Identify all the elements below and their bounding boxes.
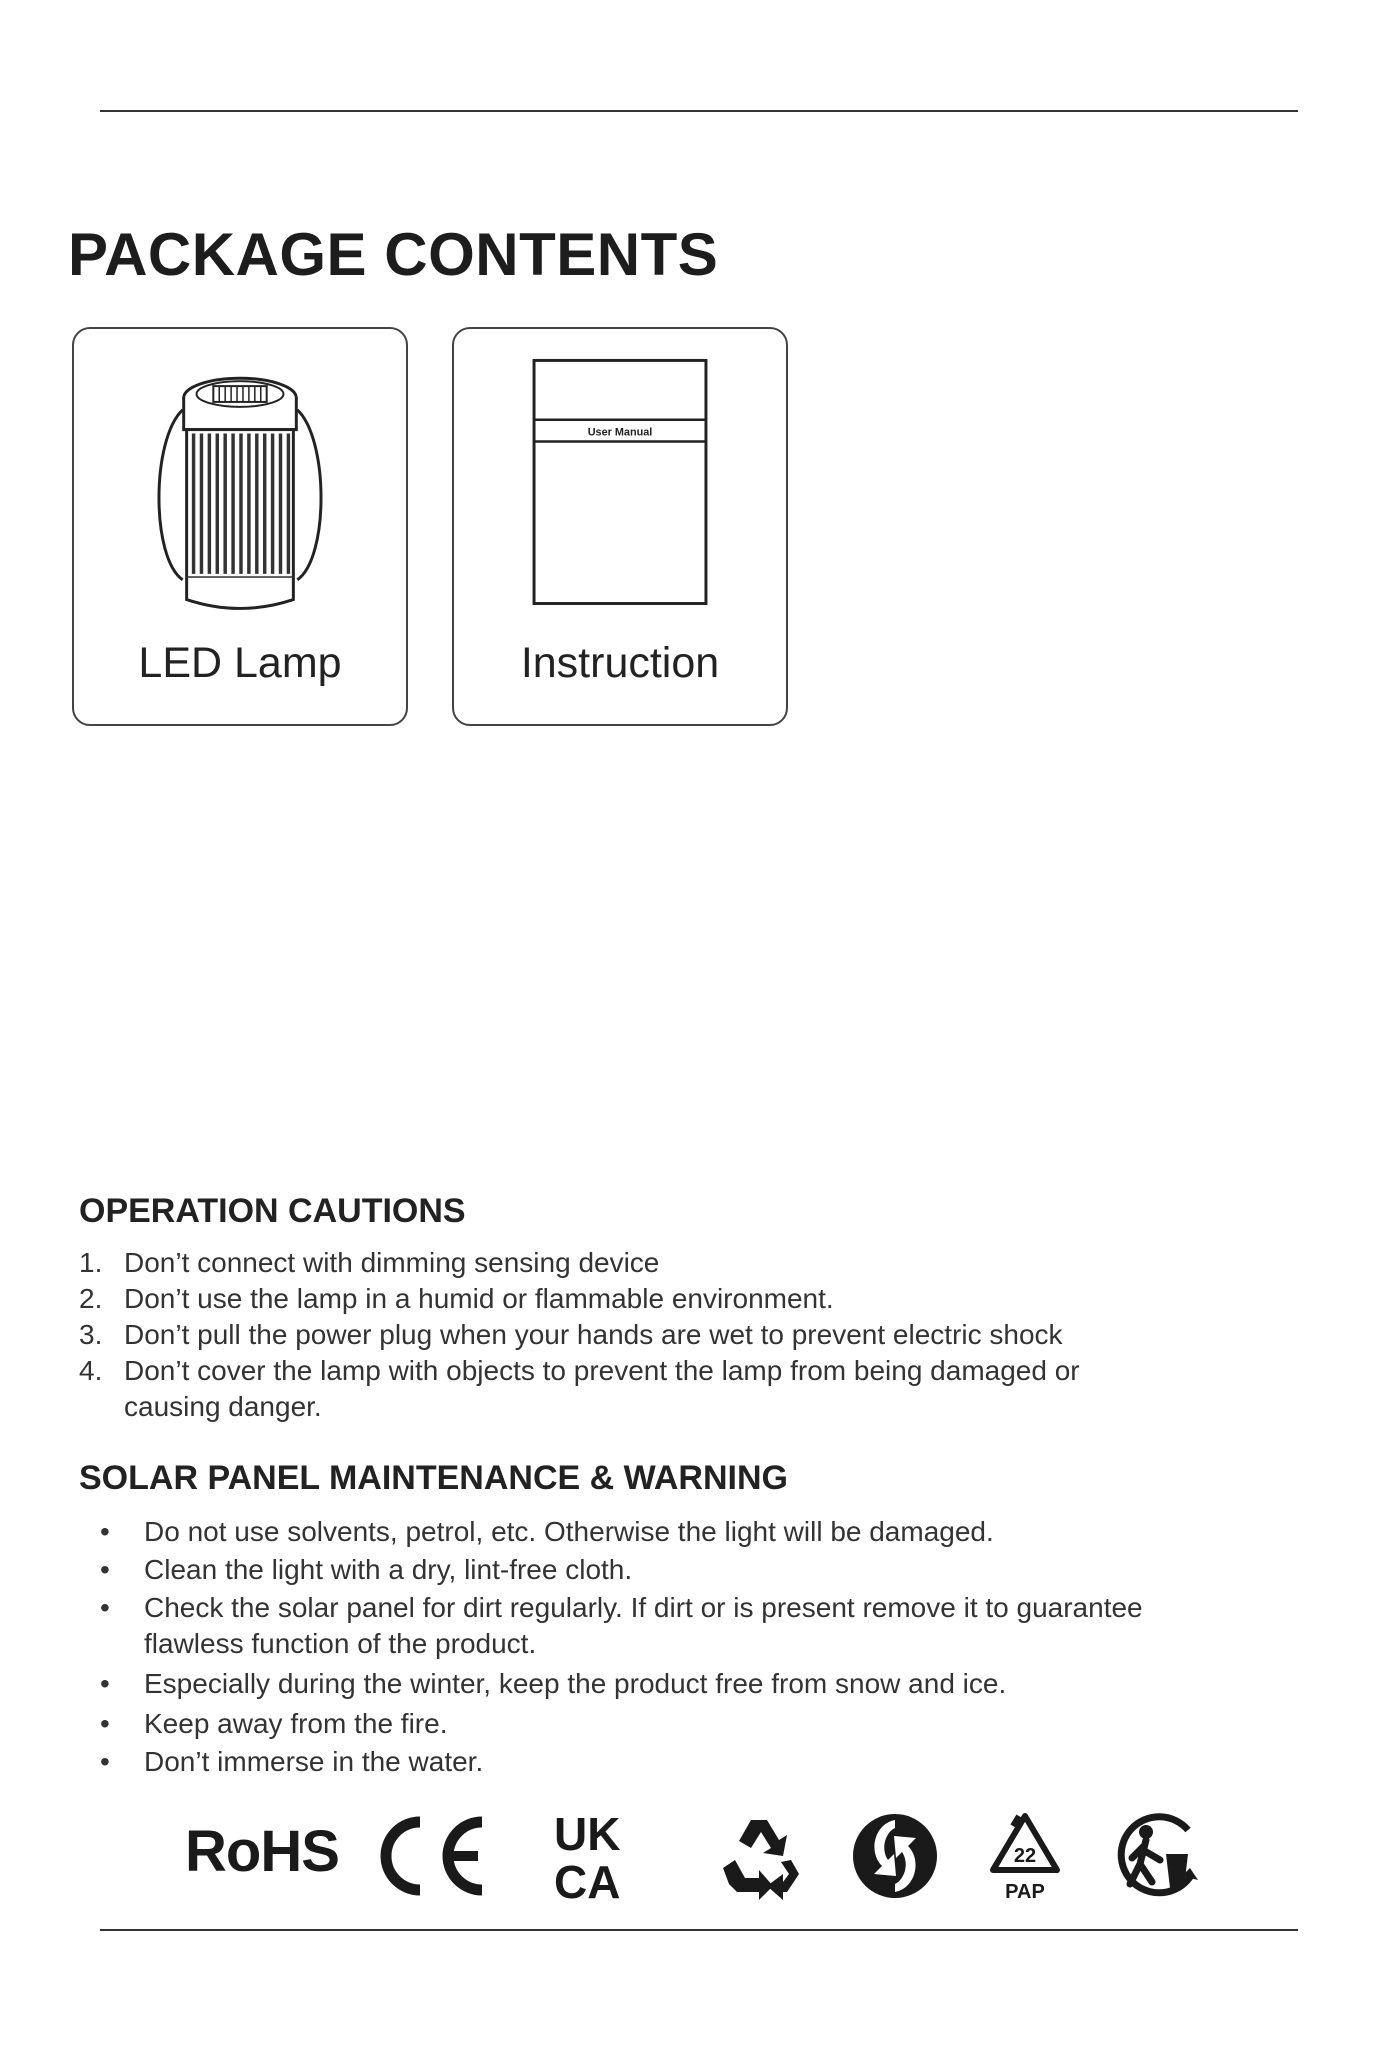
- caution-item: 2. Don’t use the lamp in a humid or flammable environment.: [79, 1283, 834, 1314]
- bottom-divider: [100, 1929, 1298, 1931]
- rohs-mark: RoHS: [185, 1819, 339, 1884]
- operation-cautions-title: OPERATION CAUTIONS: [79, 1192, 466, 1230]
- ukca-mark-icon: [550, 1808, 640, 1903]
- svg-text:UK: UK: [554, 1808, 621, 1860]
- solar-item: • Clean the light with a dry, lint-free cloth.: [100, 1554, 633, 1585]
- top-divider: [100, 110, 1298, 112]
- instruction-label: Instruction: [520, 639, 720, 687]
- solar-panel-title: SOLAR PANEL MAINTENANCE & WARNING: [79, 1459, 788, 1497]
- svg-text:CA: CA: [554, 1856, 621, 1903]
- led-lamp-card: [72, 327, 408, 726]
- tidyman-icon: [1110, 1808, 1205, 1903]
- led-lamp-icon: [74, 329, 406, 629]
- solar-item: • Don’t immerse in the water.: [100, 1746, 484, 1777]
- caution-item: 1. Don’t connect with dimming sensing device: [79, 1247, 660, 1278]
- operation-cautions-list: [79, 1245, 1179, 1425]
- svg-text:PAP: PAP: [1005, 1881, 1045, 1903]
- caution-item: 4. Don’t cover the lamp with objects to prevent the lamp from being damaged or causing danger.: [79, 1355, 1080, 1422]
- ce-mark-icon: [370, 1808, 490, 1903]
- solar-panel-list: [100, 1514, 1220, 1782]
- svg-text:22: 22: [1013, 1845, 1037, 1867]
- solar-item: • Especially during the winter, keep the product free from snow and ice.: [100, 1668, 1007, 1699]
- user-manual-icon: [454, 329, 786, 629]
- solar-item: • Keep away from the fire.: [100, 1708, 448, 1739]
- package-contents-title: PACKAGE CONTENTS: [68, 221, 719, 288]
- instruction-card: [452, 327, 788, 726]
- pap-22-recycling-icon: [985, 1808, 1065, 1903]
- user-manual-text: User Manual: [587, 426, 653, 439]
- green-dot-icon: [850, 1808, 940, 1903]
- caution-item: 3. Don’t pull the power plug when your hands are wet to prevent electric shock: [79, 1319, 1063, 1350]
- led-lamp-label: LED Lamp: [138, 639, 342, 687]
- solar-item: • Check the solar panel for dirt regularly. If dirt or is present remove it to guarantee flawless function of the product.: [100, 1592, 1143, 1659]
- solar-item: • Do not use solvents, petrol, etc. Otherwise the light will be damaged.: [100, 1516, 994, 1547]
- certification-marks: [185, 1808, 1225, 1903]
- recycle-icon: [715, 1808, 805, 1903]
